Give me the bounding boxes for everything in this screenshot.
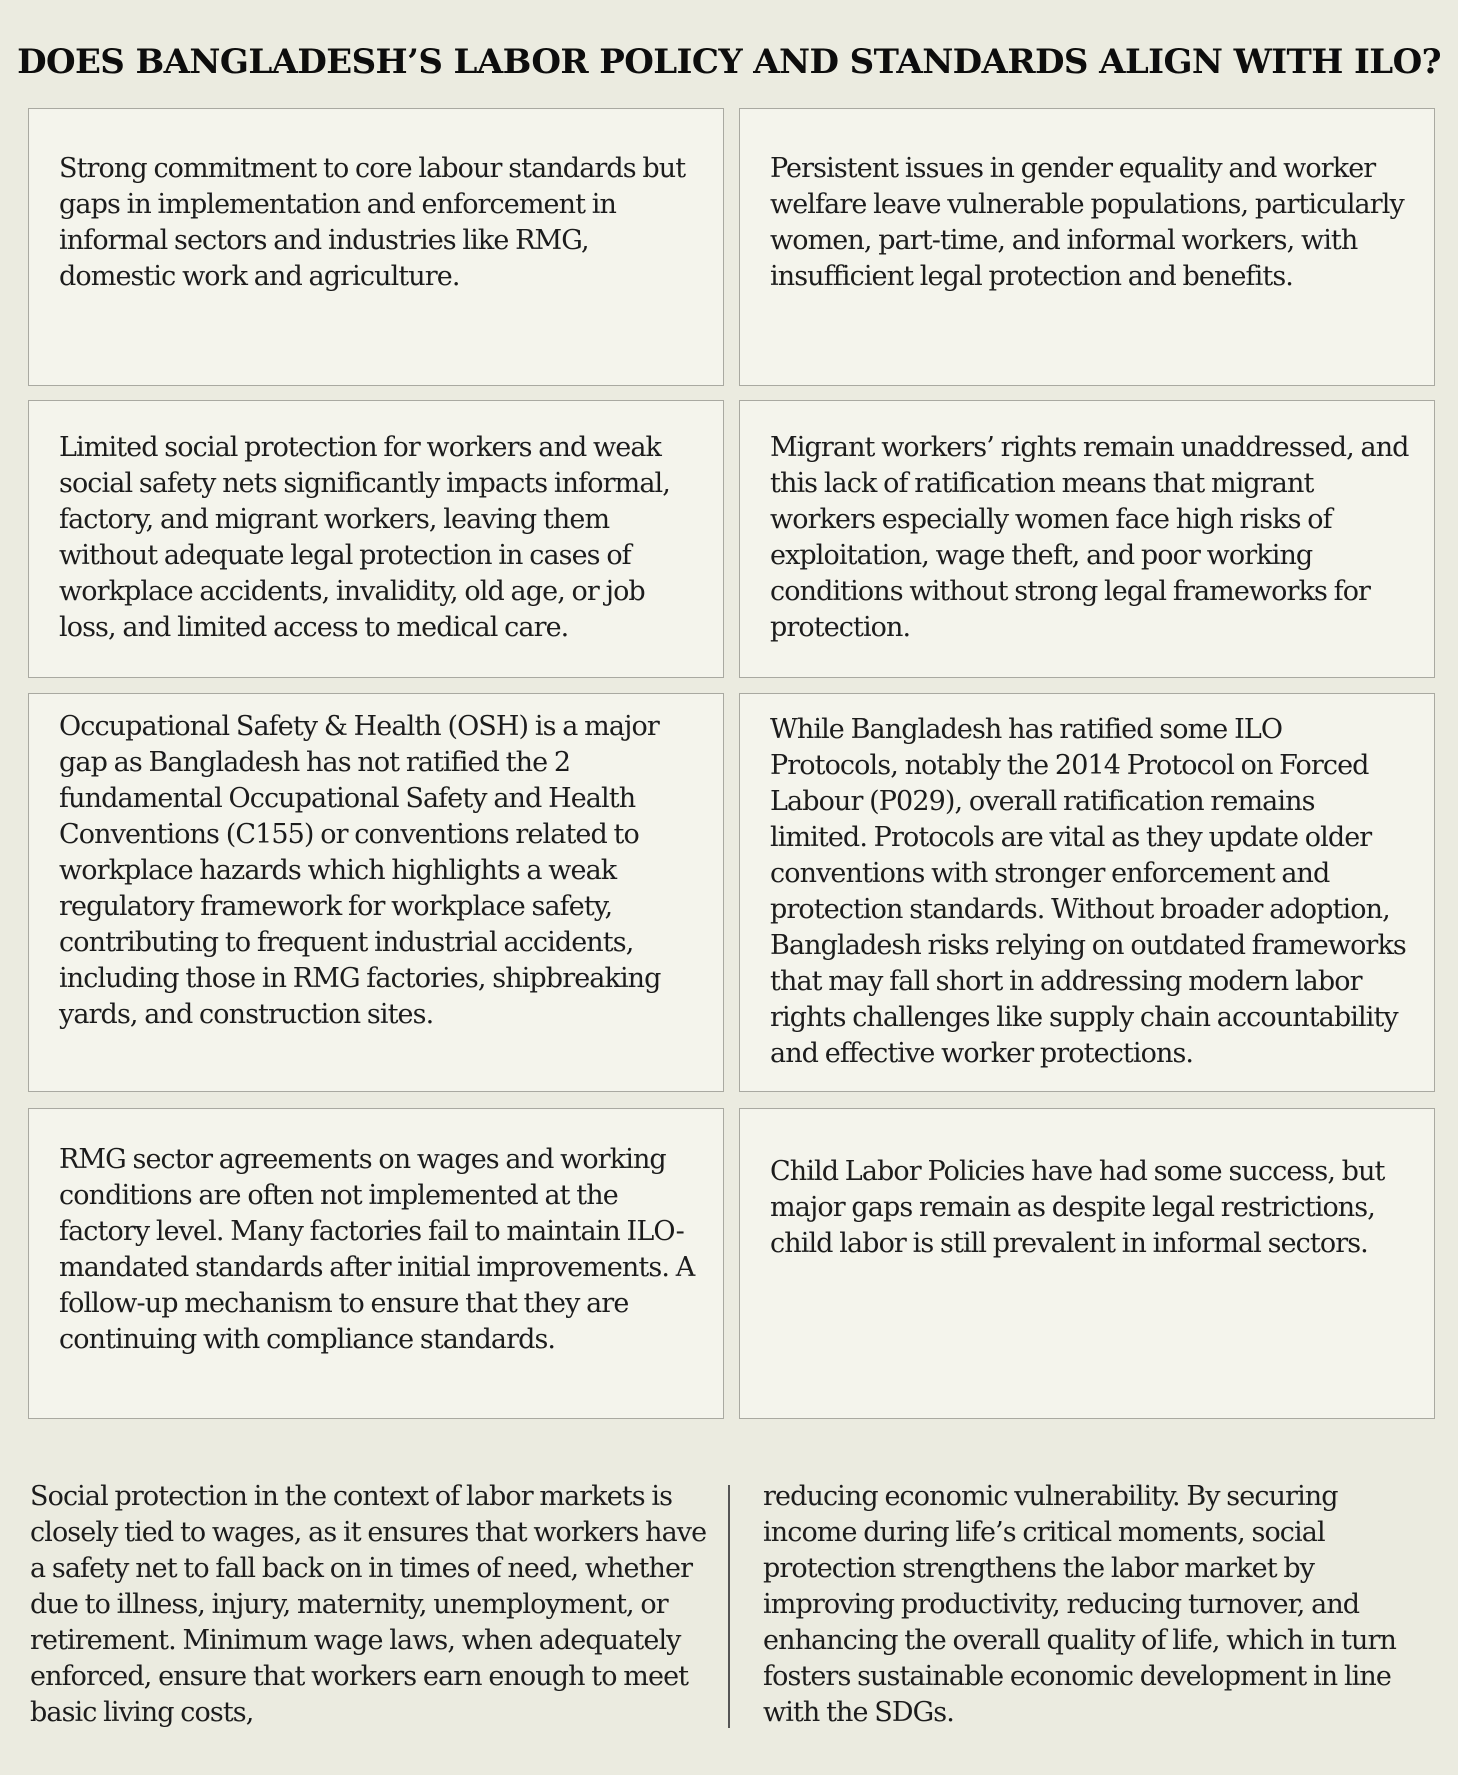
finding-card-core-labour-standards xyxy=(28,108,724,386)
page-title: DOES BANGLADESH’S LABOR POLICY AND STANDARDS ALIGN WITH ILO? xyxy=(17,42,1441,82)
finding-card-social-protection xyxy=(28,400,724,678)
finding-card-gender-equality xyxy=(739,108,1435,386)
finding-card-ilo-protocols xyxy=(739,693,1435,1092)
card-text: Limited social protection for workers and weak social safety nets significantly impacts informal, factory, and migrant workers, leaving them without adequate legal protection in cases of workplace accidents, invalidity, old age, or job loss, and limited access to medical care. xyxy=(59,432,670,643)
body-text-left-column: Social protection in the context of labor markets is closely tied to wages, as it ensures that workers have a safety net to fall back on in times of need, whether due to illness, injury, maternity, unemployment, or retirement. Minimum wage laws, when adequately enforced, ensure that workers earn enough to meet basic living costs, xyxy=(30,1481,707,1728)
column-divider xyxy=(728,1485,730,1728)
finding-card-migrant-workers xyxy=(739,400,1435,678)
card-text: Strong commitment to core labour standards but gaps in implementation and enforcement in informal sectors and industries like RMG, domestic work and agriculture. xyxy=(59,153,686,292)
finding-card-child-labor xyxy=(739,1108,1435,1419)
card-text: Occupational Safety & Health (OSH) is a major gap as Bangladesh has not ratified the 2 fundamental Occupational Safety and Health Conventions (C155) or conventions related to workplace hazards which highlights a weak regulatory framework for workplace safety, contributing to frequent industrial accidents, including those in RMG factories, shipbreaking yards, and construction sites. xyxy=(59,711,661,1030)
finding-card-rmg-agreements xyxy=(28,1108,724,1419)
card-text: RMG sector agreements on wages and working conditions are often not implemented at the factory level. Many factories fail to maintain ILO-mandated standards after initial improvements. A follow-up mechanism to ensure that they are continuing with compliance standards. xyxy=(59,1144,695,1355)
finding-card-occupational-safety xyxy=(28,693,724,1092)
card-text: Persistent issues in gender equality and worker welfare leave vulnerable populations, particularly women, part-time, and informal workers, with insufficient legal protection and benefits. xyxy=(770,153,1404,292)
card-text: While Bangladesh has ratified some ILO Protocols, notably the 2014 Protocol on Forced Labour (P029), overall ratification remains limited. Protocols are vital as they update older conventions with stronger enforcement and protection standards. Without broader adoption, Bangladesh risks relying on outdated frameworks that may fall short in addressing modern labor rights challenges like supply chain accountability and effective worker protections. xyxy=(770,714,1406,1069)
body-text-right-column: reducing economic vulnerability. By securing income during life’s critical moments, social protection strengthens the labor market by improving productivity, reducing turnover, and enhancing the overall quality of life, which in turn fosters sustainable economic development in line with the SDGs. xyxy=(763,1481,1396,1728)
card-text: Migrant workers’ rights remain unaddressed, and this lack of ratification means that migrant workers especially women face high risks of exploitation, wage theft, and poor working conditions without strong legal frameworks for protection. xyxy=(770,432,1409,643)
card-text: Child Labor Policies have had some success, but major gaps remain as despite legal restrictions, child labor is still prevalent in informal sectors. xyxy=(770,1156,1385,1259)
